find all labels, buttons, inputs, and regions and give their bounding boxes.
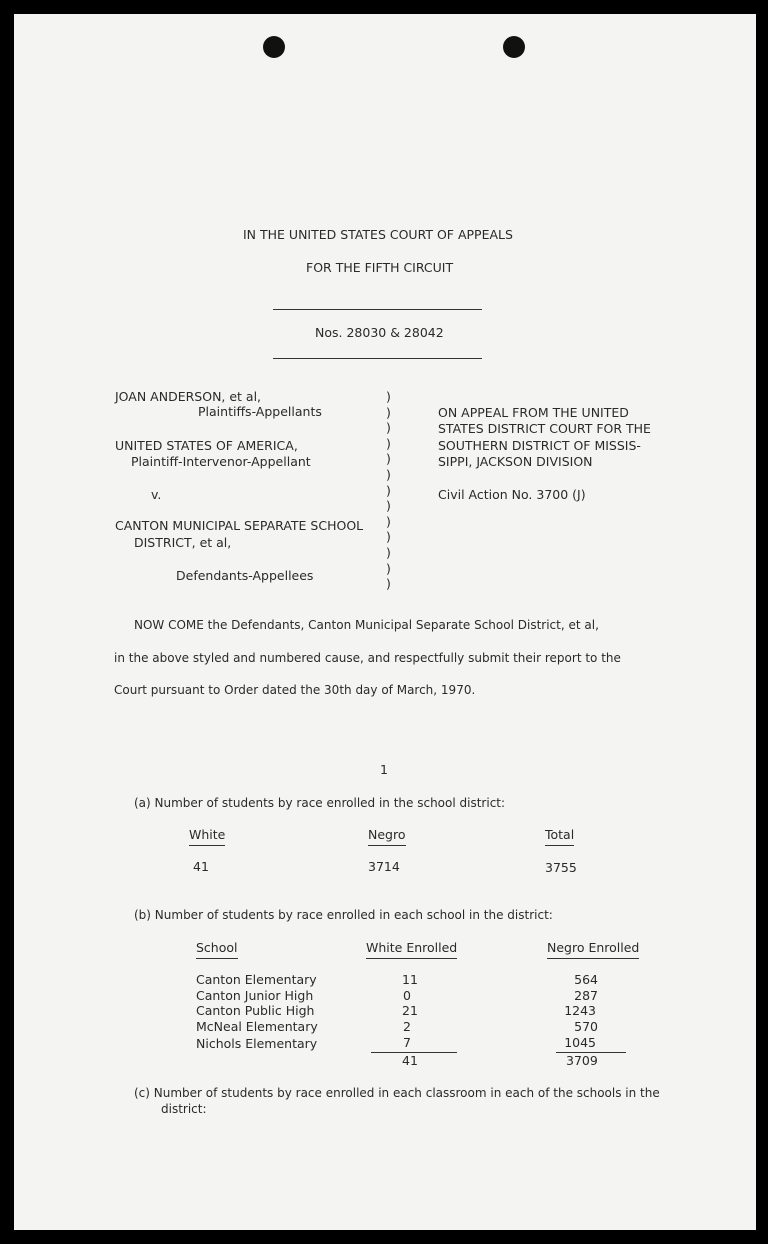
caption-rule-top: [273, 309, 482, 310]
punch-hole-right: [503, 36, 525, 58]
negro-count: 564: [574, 972, 598, 987]
value-white: 41: [193, 859, 209, 874]
plaintiff-role: Plaintiffs-Appellants: [198, 404, 322, 419]
white-count: 0: [403, 988, 411, 1003]
header-white-enrolled: White Enrolled: [366, 942, 457, 959]
item-b-label: (b) Number of students by race enrolled in each school in the district:: [134, 908, 553, 922]
intervenor-name: UNITED STATES OF AMERICA,: [115, 438, 298, 453]
appeal-line-3: SOUTHERN DISTRICT OF MISSIS-: [438, 438, 641, 453]
court-title: IN THE UNITED STATES COURT OF APPEALS: [243, 227, 513, 242]
header-white: White: [189, 829, 225, 846]
defendant-name: CANTON MUNICIPAL SEPARATE SCHOOL: [115, 518, 364, 533]
intervenor-role: Plaintiff-Intervenor-Appellant: [131, 454, 311, 469]
plaintiff-name: JOAN ANDERSON, et al,: [115, 389, 262, 404]
circuit-title: FOR THE FIFTH CIRCUIT: [306, 260, 454, 275]
white-count: 11: [402, 972, 418, 987]
item-c-label-cont: district:: [161, 1102, 207, 1116]
appeal-line-1: ON APPEAL FROM THE UNITED: [438, 405, 629, 420]
defendant-name-cont: DISTRICT, et al,: [134, 535, 232, 550]
item-a-label: (a) Number of students by race enrolled in the school district:: [134, 796, 506, 810]
punch-hole-left: [263, 36, 285, 58]
case-numbers: Nos. 28030 & 28042: [315, 325, 444, 340]
header-negro: Negro: [368, 829, 406, 846]
negro-count: 1045: [564, 1035, 596, 1050]
white-count: 7: [403, 1035, 411, 1050]
negro-count: 1243: [564, 1003, 596, 1018]
body-line-3: Court pursuant to Order dated the 30th day of March, 1970.: [114, 683, 476, 697]
negro-total: 3709: [566, 1053, 598, 1068]
item-c-label: (c) Number of students by race enrolled in each classroom in each of the schools in the: [134, 1086, 660, 1100]
caption-rule-bottom: [273, 358, 482, 359]
versus: v.: [151, 487, 162, 502]
civil-action-number: Civil Action No. 3700 (J): [438, 487, 586, 502]
negro-count: 287: [574, 988, 598, 1003]
appeal-line-4: SIPPI, JACKSON DIVISION: [438, 454, 593, 469]
value-total: 3755: [545, 860, 577, 875]
body-line-2: in the above styled and numbered cause, and respectfully submit their report to the: [114, 651, 621, 665]
school-name: Nichols Elementary: [196, 1036, 318, 1051]
white-count: 2: [403, 1019, 411, 1034]
school-name: McNeal Elementary: [196, 1019, 318, 1034]
school-name: Canton Elementary: [196, 972, 317, 987]
negro-count: 570: [574, 1019, 598, 1034]
appeal-line-2: STATES DISTRICT COURT FOR THE: [438, 421, 651, 436]
white-count: 21: [402, 1003, 418, 1018]
header-school: School: [196, 942, 238, 959]
header-negro-enrolled: Negro Enrolled: [547, 942, 639, 959]
white-total: 41: [402, 1053, 418, 1068]
section-number: 1: [380, 762, 388, 777]
caption-parentheses: ) ) ) ) ) ) ) ) ) ) ) ) ): [386, 389, 391, 592]
defendant-role: Defendants-Appellees: [176, 568, 314, 583]
header-total: Total: [545, 829, 574, 846]
value-negro: 3714: [368, 859, 400, 874]
school-name: Canton Public High: [196, 1003, 315, 1018]
school-name: Canton Junior High: [196, 988, 314, 1003]
body-line-1: NOW COME the Defendants, Canton Municipal Separate School District, et al,: [134, 618, 599, 632]
